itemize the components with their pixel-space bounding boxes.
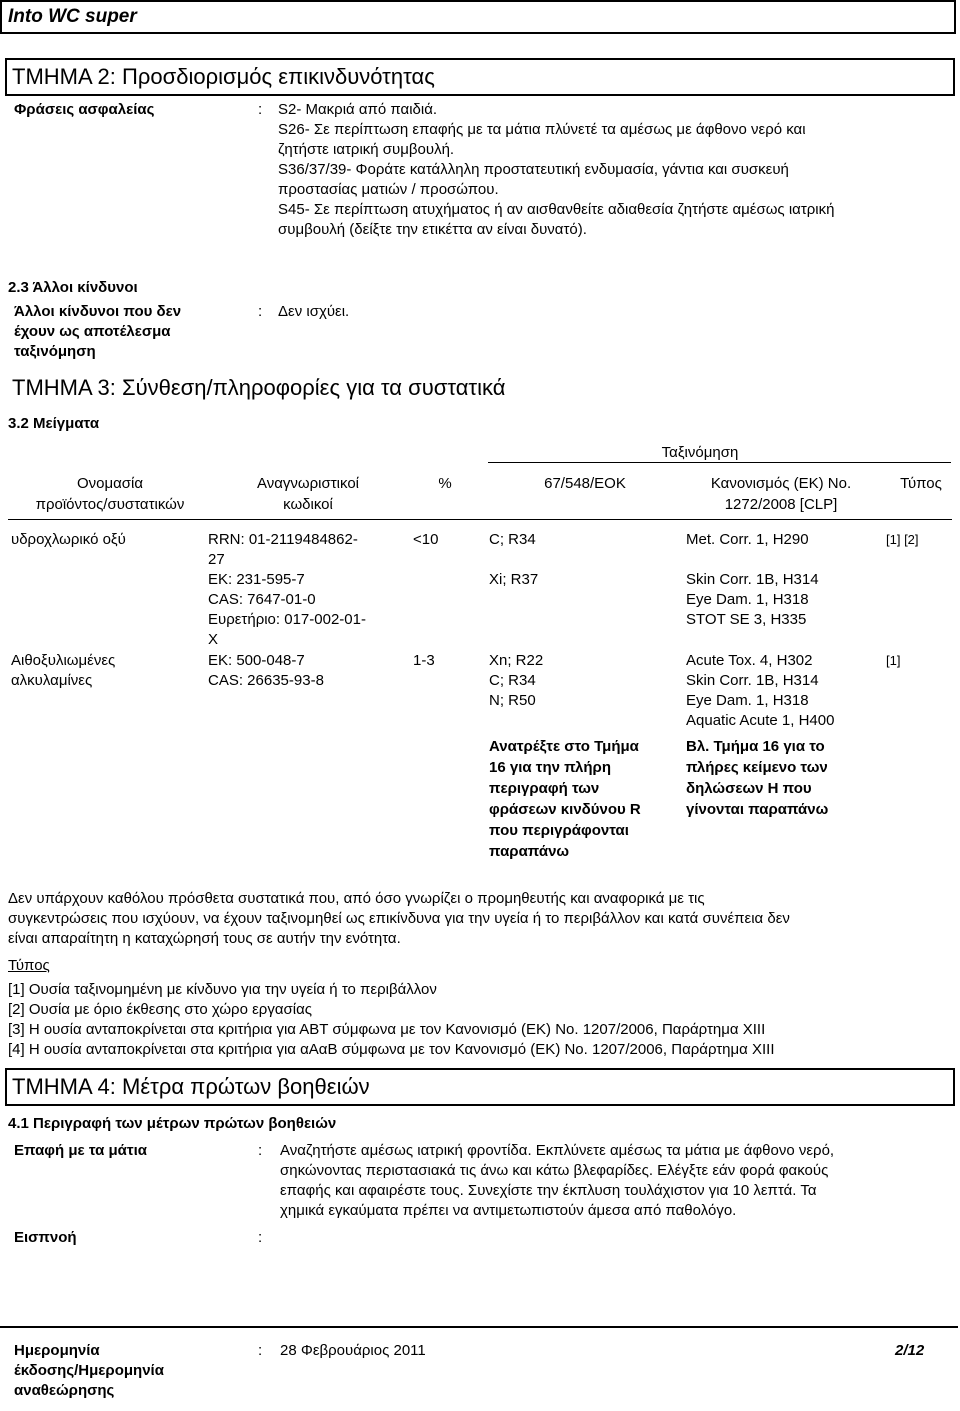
table-row-clp <box>686 651 834 731</box>
eye-contact-label: Επαφή με τα μάτια <box>14 1142 147 1159</box>
note-line: Βλ. Τμήμα 16 για το <box>686 738 825 755</box>
cell-line: Xi; R37 <box>489 571 539 588</box>
safety-line: S2- Μακριά από παιδιά. <box>278 101 438 118</box>
page-number: 2/12 <box>895 1342 925 1359</box>
other-hazards-colon: : <box>258 303 263 320</box>
table-row-eec <box>489 530 538 590</box>
cell-spacer <box>489 550 538 570</box>
type-note-line: [2] Ουσία με όριο έκθεσης στο χώρο εργασίας <box>8 1001 312 1018</box>
footer-date-label <box>14 1341 164 1401</box>
footer-label-line: Ημερομηνία <box>14 1342 100 1359</box>
statement-line: Δεν υπάρχουν καθόλου πρόσθετα συστατικά που, από όσο γνωρίζει ο προμηθευτής και αναφορικά με τις <box>8 890 705 907</box>
first-aid-subheading: 4.1 Περιγραφή των μέτρων πρώτων βοηθειών <box>8 1115 337 1132</box>
col-clp-header <box>676 473 886 515</box>
col-ids-header <box>208 473 408 515</box>
inhalation-label: Εισπνοή <box>14 1229 77 1246</box>
type-note-line: [4] Η ουσία ανταποκρίνεται στα κριτήρια για αΑαΒ σύμφωνα με τον Κανονισμό (ΕΚ) Νο. 1207/2006, Παράρτημα XIII <box>8 1041 775 1058</box>
cell-line: CAS: 7647-01-0 <box>208 591 316 608</box>
col-eec-header: 67/548/ΕΟΚ <box>544 475 626 492</box>
cell-line: ΕΚ: 231-595-7 <box>208 571 305 588</box>
type-link[interactable]: Τύπος <box>8 957 50 974</box>
safety-phrases-label: Φράσεις ασφαλείας <box>14 101 155 118</box>
cell-line: 27 <box>208 551 225 568</box>
footer-label-line: αναθεώρησης <box>14 1382 115 1399</box>
col-name-header-line: Ονομασία <box>76 475 144 492</box>
eye-line: σηκώνοντας περιστασιακά τις άνω και κάτω βλεφαρίδες. Ελέγξτε εάν φορά φακούς <box>280 1162 829 1179</box>
other-hazards-value: Δεν ισχύει. <box>278 303 350 320</box>
col-percent-header: % <box>438 475 452 492</box>
table-row-percent: <10 <box>413 531 439 548</box>
col-name-header <box>10 473 210 515</box>
cell-line: X <box>208 631 219 648</box>
cell-line: Xn; R22 <box>489 652 544 669</box>
note-line: περιγραφή των <box>489 780 600 797</box>
section-3-title: ΤΜΗΜΑ 3: Σύνθεση/πληροφορίες για τα συστατικά <box>12 375 506 400</box>
classification-header-rule <box>488 462 951 463</box>
cell-line: C; R34 <box>489 531 536 548</box>
footer-label-line: έκδοσης/Ημερομηνία <box>14 1362 164 1379</box>
eye-line: επαφής και αφαιρέστε τους. Συνεχίστε την έκπλυση τουλάχιστον για 10 λεπτά. Τα <box>280 1182 817 1199</box>
col-ids-header-line: Αναγνωριστικοί <box>257 475 359 492</box>
cell-line: Acute Tox. 4, H302 <box>686 652 813 669</box>
cell-line: υδροχλωρικό οξύ <box>11 531 126 548</box>
cell-line: Eye Dam. 1, H318 <box>686 692 809 709</box>
other-hazards-label-line: Άλλοι κίνδυνοι που δεν <box>14 303 182 320</box>
cell-line: STOT SE 3, H335 <box>686 611 807 628</box>
footer-rule <box>0 1326 958 1328</box>
cell-line: Met. Corr. 1, H290 <box>686 531 809 548</box>
other-hazards-label-line: έχουν ως αποτέλεσμα <box>14 323 171 340</box>
document-header <box>0 0 956 34</box>
cell-line: C; R34 <box>489 672 536 689</box>
eec-note <box>489 736 641 862</box>
col-type-header: Τύπος <box>900 475 942 492</box>
other-hazards-label <box>14 302 181 362</box>
cell-line: Aquatic Acute 1, H400 <box>686 712 835 729</box>
clp-note <box>686 736 828 820</box>
note-line: που περιγράφονται <box>489 822 629 839</box>
cell-line: CAS: 26635-93-8 <box>208 672 324 689</box>
cell-line: RRN: 01-2119484862- <box>208 531 358 548</box>
classification-header: Ταξινόμηση <box>661 444 739 461</box>
table-row-ids <box>208 530 408 650</box>
footer-colon: : <box>258 1342 263 1359</box>
note-line: Ανατρέξτε στο Τμήμα <box>489 738 639 755</box>
eye-line: Αναζητήστε αμέσως ιατρική φροντίδα. Εκπλύνετε αμέσως τα μάτια με άφθονο νερό, <box>280 1142 835 1159</box>
type-note-line: [3] Η ουσία ανταποκρίνεται στα κριτήρια για ΑΒΤ σύμφωνα με τον Κανονισμό (ΕΚ) Νο. 1207/2006, Παράρτημα XIII <box>8 1021 766 1038</box>
statement-line: συγκεντρώσεις που ισχύουν, να έχουν ταξινομηθεί ως επικίνδυνα για την υγεία ή το περιβάλλον και κατά συνέπεια δεν <box>8 910 790 927</box>
safety-line: συμβουλή (δείξτε την ετικέττα αν είναι δυνατό). <box>278 221 587 238</box>
col-clp-header-line: Κανονισμός (ΕΚ) Νο. <box>710 475 852 492</box>
type-note-line: [1] Ουσία ταξινομημένη με κίνδυνο για την υγεία ή το περιβάλλον <box>8 981 437 998</box>
col-name-header-line: προϊόντος/συστατικών <box>35 496 185 513</box>
col-clp-header-line: 1272/2008 [CLP] <box>724 496 838 513</box>
cell-line: αλκυλαμίνες <box>11 672 93 689</box>
col-ids-header-line: κωδικοί <box>283 496 333 513</box>
footer-date: 28 Φεβρουάριος 2011 <box>280 1342 426 1359</box>
type-notes <box>8 980 956 1060</box>
table-row-clp <box>686 530 819 630</box>
product-name: Into WC super <box>8 6 137 27</box>
eye-line: χημικά εγκαύματα πρέπει να αντιμετωπιστούν άμεσα από παθολόγο. <box>280 1202 737 1219</box>
safety-line: προστασίας ματιών / προσώπου. <box>278 181 499 198</box>
cell-line: Ευρετήριο: 017-002-01- <box>208 611 366 628</box>
note-line: φράσεων κινδύνου R <box>489 801 641 818</box>
table-row-type: [1] [2] <box>886 532 919 547</box>
note-line: παραπάνω <box>489 843 570 860</box>
note-line: πλήρες κείμενο των <box>686 759 828 776</box>
table-row-eec <box>489 651 543 711</box>
eye-contact-colon: : <box>258 1142 263 1159</box>
table-row-percent: 1-3 <box>413 652 435 669</box>
table-row-type: [1] <box>886 653 901 668</box>
safety-phrases-list <box>278 100 950 240</box>
cell-line: Skin Corr. 1B, H314 <box>686 571 819 588</box>
mixtures-heading: 3.2 Μείγματα <box>8 415 100 432</box>
statement-line: είναι απαραίτητη η καταχώρησή τους σε αυτήν την ενότητα. <box>8 930 401 947</box>
note-line: γίνονται παραπάνω <box>686 801 829 818</box>
safety-line: ζητήστε ιατρική συμβουλή. <box>278 141 455 158</box>
note-line: δηλώσεων Η που <box>686 780 812 797</box>
cell-line: Skin Corr. 1B, H314 <box>686 672 819 689</box>
cell-line: N; R50 <box>489 692 536 709</box>
inhalation-colon: : <box>258 1229 263 1246</box>
table-row-name <box>11 530 126 550</box>
table-header-rule <box>8 519 952 520</box>
cell-line: Αιθοξυλιωμένες <box>11 652 116 669</box>
cell-line: Eye Dam. 1, H318 <box>686 591 809 608</box>
other-hazards-heading: 2.3 Άλλοι κίνδυνοι <box>8 279 138 296</box>
safety-phrases-colon: : <box>258 101 263 118</box>
safety-line: S36/37/39- Φοράτε κατάλληλη προστατευτική ενδυμασία, γάντια και συσκευή <box>278 161 789 178</box>
section-2-title: ΤΜΗΜΑ 2: Προσδιορισμός επικινδυνότητας <box>12 64 435 89</box>
table-row-name <box>11 651 115 691</box>
other-hazards-label-line: ταξινόμηση <box>14 343 96 360</box>
ingredients-statement <box>8 889 956 949</box>
note-line: 16 για την πλήρη <box>489 759 611 776</box>
safety-line: S26- Σε περίπτωση επαφής με τα μάτια πλύνετέ τα αμέσως με άφθονο νερό και <box>278 121 806 138</box>
cell-spacer <box>686 550 819 570</box>
safety-line: S45- Σε περίπτωση ατυχήματος ή αν αισθανθείτε αδιαθεσία ζητήστε αμέσως ιατρική <box>278 201 835 218</box>
eye-contact-text <box>280 1141 952 1221</box>
section-4-title: ΤΜΗΜΑ 4: Μέτρα πρώτων βοηθειών <box>12 1074 370 1099</box>
table-row-ids <box>208 651 408 691</box>
cell-line: ΕΚ: 500-048-7 <box>208 652 305 669</box>
